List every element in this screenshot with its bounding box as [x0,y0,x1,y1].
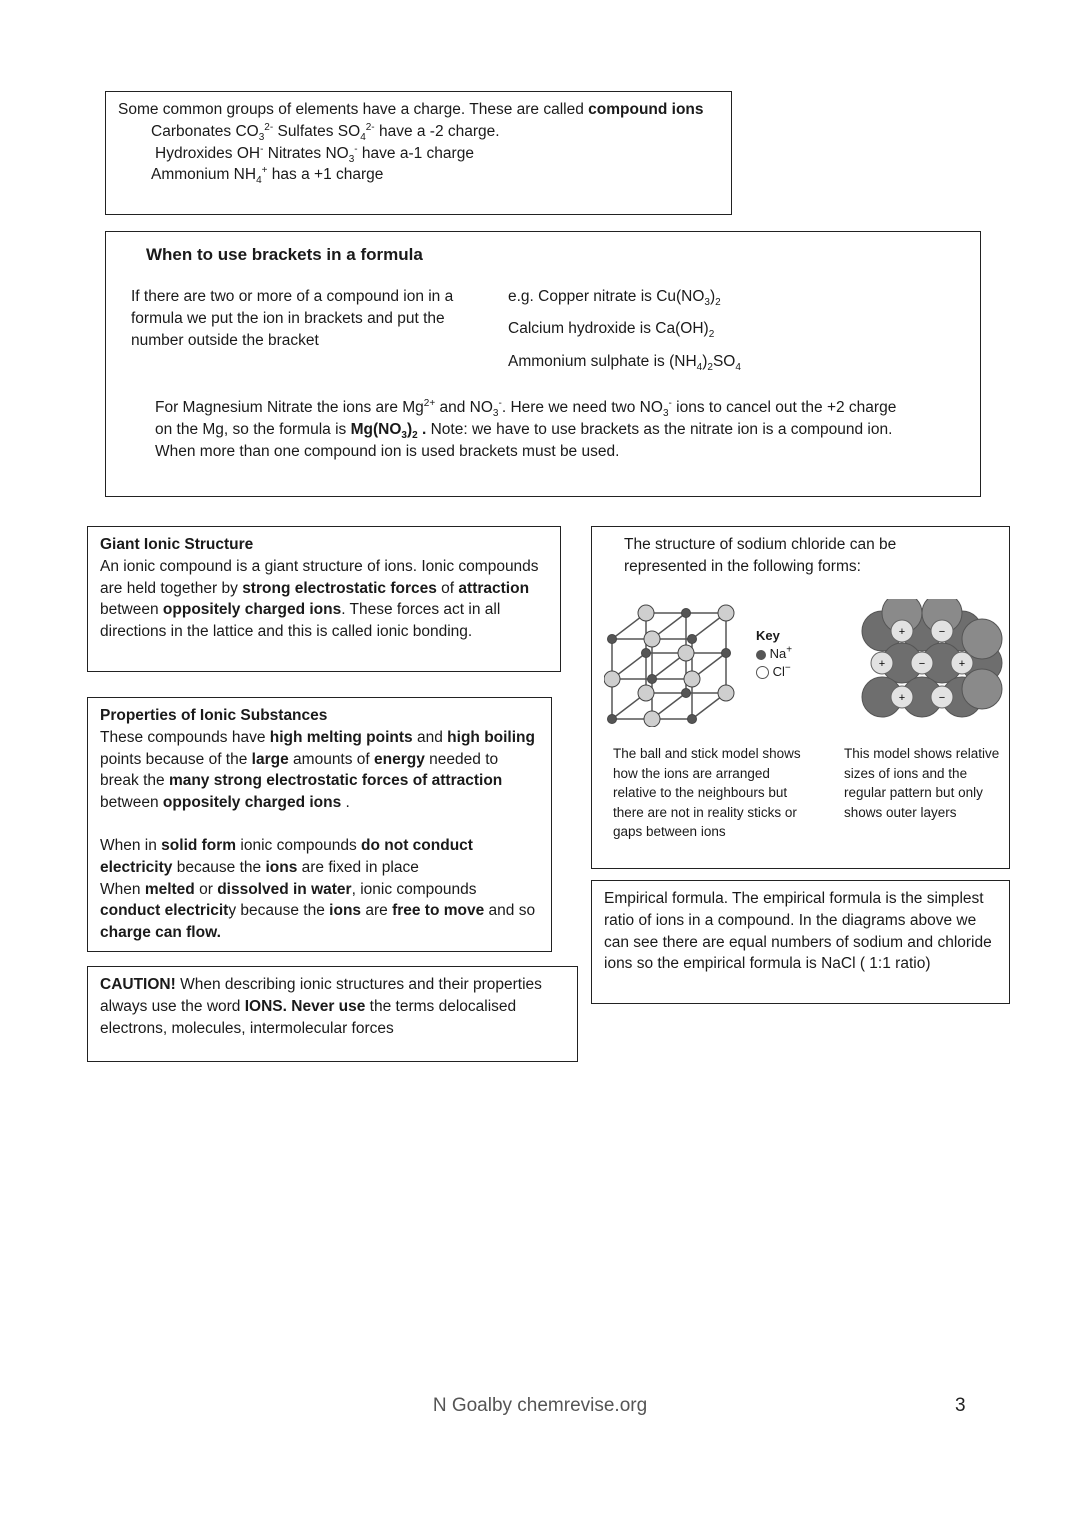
magnesium-nitrate-paragraph: For Magnesium Nitrate the ions are $Mg^{2+}$ and $NO_3^-$. Here we need two $NO_3^-$ ions to cancel out the +2 charge on the Mg, so the formula is $Mg(NO_3)_2$ . Note: we have to use brackets as the nitrate ion is a compound ion. When more than one compound ion is used brackets must be used. [155,397,897,460]
brackets-rule: If there are two or more of a compound ion in a formula we put the ion in brackets and put the number outside the bracket [131,288,454,349]
empirical-formula-text: Empirical formula. The empirical formula is the simplest ratio of ions in a compound. In the diagrams above we can see there are equal numbers of sodium and chloride ions so the empirical formula is NaCl ( 1:1 ratio) [604,890,992,973]
sodium-ion [688,715,697,724]
sodium-ion [648,675,657,684]
sodium-ion-icon [756,650,766,660]
sodium-chloride-intro: The structure of sodium chloride can be represented in the following forms: [624,536,897,575]
chloride-ion [678,645,694,661]
chloride-ion [644,631,660,647]
caution-box [87,966,578,1062]
chloride-ion [684,671,700,687]
charge-label: − [938,626,946,638]
key-chloride: Cl− [756,663,792,681]
chloride-ion [638,685,654,701]
sodium-ion [608,635,617,644]
compound-ions-box [105,91,732,215]
space-fill-caption: This model shows relative sizes of ions and the regular pattern but only shows outer layers [844,746,1000,820]
properties-melting-points: These compounds have high melting points and high boiling points because of the large amounts of energy needed to break the many strong electrostatic forces of attraction between oppositely charged ions . [100,728,535,812]
chloride-ion [638,605,654,621]
charge-label: + [958,658,966,670]
ball-stick-caption: The ball and stick model shows how the ions are arranged relative to the neighbours but there are not in reality sticks or gaps between ions [613,746,801,840]
properties-solid-conductivity: When in solid form ionic compounds do not conduct electricity because the ions are fixed in place [100,836,473,876]
sodium-chloride-structure-box [591,526,1010,869]
page-number: 3 [955,1395,966,1416]
charge-label: + [898,626,906,638]
ball-and-stick-model [604,597,754,727]
footer-credit: N Goalby chemrevise.org [432,1395,648,1416]
ammonium-line: Ammonium $NH_4^+$ has a +1 charge [151,165,384,187]
caution-text: CAUTION! When describing ionic structures and their properties always use the word IONS. Never use the terms delocalised electrons, molecules, intermolecular forces [100,976,542,1037]
carbonates-sulfates-line: Carbonates $CO_3^{2-}$ Sulfates $SO_4^{2-}$ have a -2 charge. [151,121,500,143]
bracket-example-copper-nitrate: e.g. Copper nitrate is $Cu(NO_3)_2$ [508,288,721,309]
chloride-ion [644,711,660,727]
bracket-example-calcium-hydroxide: Calcium hydroxide is $Ca(OH)_2$ [508,320,715,341]
brackets-box [105,231,981,497]
sodium-ion [722,649,731,658]
empirical-formula-box [591,880,1010,1004]
chloride-ion [962,669,1002,709]
key-title: Key [756,628,780,643]
chloride-ion [962,619,1002,659]
charge-label: − [918,658,926,670]
giant-ionic-heading: Giant Ionic Structure [100,536,254,553]
space-filling-model [860,599,1005,729]
chloride-ion [718,605,734,621]
key-sodium: Na+ [756,645,792,663]
sodium-ion [682,689,691,698]
properties-box [87,697,552,952]
chloride-ion-icon [756,666,769,679]
charge-label: + [898,692,906,704]
bracket-example-ammonium-sulphate: Ammonium sulphate is $(NH_4)_2SO_4$ [508,353,741,374]
properties-molten-conductivity: When melted or dissolved in water, ionic compounds conduct electricity because the ions are free to move and so charge can flow. [100,880,536,942]
charge-label: − [938,692,946,704]
giant-ionic-text: An ionic compound is a giant structure of ions. Ionic compounds are held together by strong electrostatic forces of attraction between oppositely charged ions. These forces act in all directions in the lattice and this is called ionic bonding. [100,557,539,641]
charge-label: + [878,658,886,670]
ball-stick-key [756,627,792,681]
brackets-heading: When to use brackets in a formula [146,245,423,264]
hydroxides-nitrates-line: Hydroxides OH- Nitrates $NO_3^-$ have a-1 charge [155,143,474,165]
giant-ionic-structure-box [87,526,561,672]
sodium-ion [608,715,617,724]
sodium-ion [642,649,651,658]
properties-heading: Properties of Ionic Substances [100,707,328,724]
sodium-ion [682,609,691,618]
chloride-ion [718,685,734,701]
compound-ions-intro: Some common groups of elements have a charge. These are called compound ions [118,101,704,118]
sodium-ion [688,635,697,644]
chloride-ion [604,671,620,687]
